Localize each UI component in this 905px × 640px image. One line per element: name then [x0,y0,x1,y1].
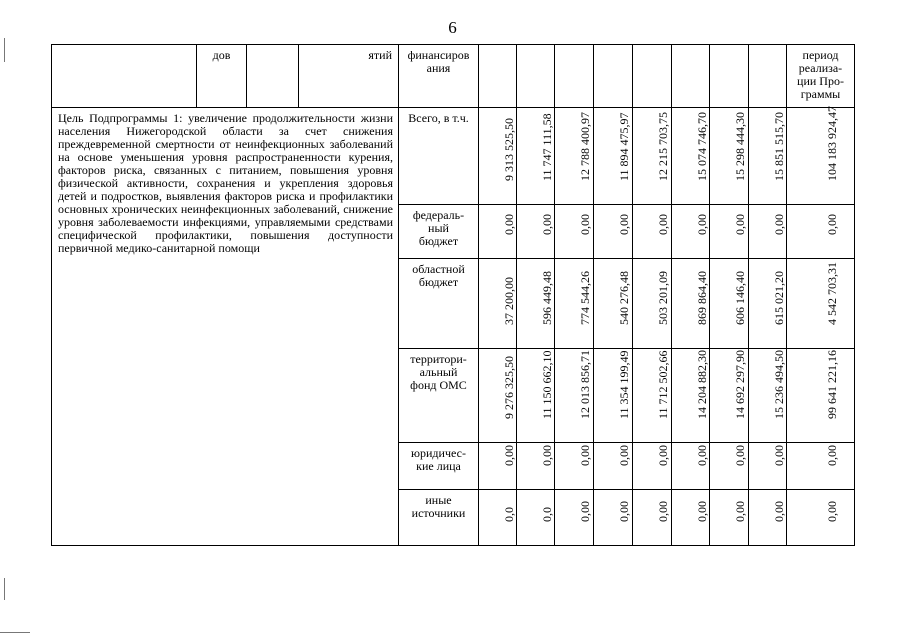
amount-value: 12 215 703,75 [656,112,670,181]
amount-value: 0,00 [733,501,747,522]
amount-value: 0,00 [617,501,631,522]
amount-value: 99 641 221,16 [824,350,839,419]
amount-value: 0,00 [694,214,709,235]
amount-value: 9 313 525,50 [501,118,516,181]
year-value-cell [555,349,594,443]
amount-value: 0,00 [771,214,786,235]
year-value-cell [749,443,787,490]
year-value-cell [710,108,749,205]
amount-value: 0,00 [824,214,839,235]
year-value-cell [517,349,555,443]
header-cell-year-2 [517,45,555,108]
amount-value: 0,00 [578,501,592,522]
header-cell-total: период реализа- ции Про- граммы [787,45,855,108]
amount-value: 104 183 924,47 [824,106,839,181]
amount-value: 0,00 [694,501,709,522]
amount-value: 15 298 444,30 [733,112,747,181]
year-value-cell [749,259,787,349]
amount-value: 615 021,20 [771,271,786,325]
year-value-cell [517,490,555,546]
year-value-cell [749,349,787,443]
year-value-cell [594,259,633,349]
year-value-cell [594,490,633,546]
amount-value: 11 712 502,66 [656,350,670,419]
header-cell-source: финансиров ания [399,45,479,108]
total-value-cell [787,205,855,259]
header-cell-year-5 [633,45,672,108]
year-value-cell [749,205,787,259]
header-cell-year-4 [594,45,633,108]
amount-value: 540 276,48 [617,271,631,325]
bottom-edge-line [0,632,30,633]
amount-value: 0,00 [539,214,554,235]
year-value-cell [710,490,749,546]
amount-value: 0,00 [771,501,786,522]
year-value-cell [517,259,555,349]
amount-value: 0,00 [694,445,709,466]
year-value-cell [594,108,633,205]
year-value-cell [672,108,710,205]
year-value-cell [672,205,710,259]
header-cell-b: дов [197,45,247,108]
header-cell-c [247,45,299,108]
year-value-cell [555,108,594,205]
year-value-cell [555,205,594,259]
amount-value: 14 204 882,30 [694,350,709,419]
amount-value: 0,00 [656,501,670,522]
year-value-cell [633,108,672,205]
year-value-cell [710,205,749,259]
table-row [52,108,855,205]
header-cell-year-1 [479,45,517,108]
subprogram-goal-text: Цель Подпрограммы 1: увеличение продолжительности жизни населения Нижегородской области за счет снижения преждевременной смертности от неинфекционных заболеваний на основе уменьшения уровня распространенности курения, факторов риска, связанных с питанием, повышения уровня физической активности, сохранения и укрепления здоровья детей и подростков, выявления факторов риска и профилактики основных хронических неинфекционных заболеваний, снижение уровня заболеваемости инфекциями, управляемыми средствами специфической профилактики, повышения доступности первичной медико-санитарной помощи [52,108,399,546]
amount-value: 0,00 [733,214,747,235]
total-value-cell [787,259,855,349]
funding-source-label: юридичес- кие лица [399,443,479,490]
left-margin-mark-top [4,38,5,62]
amount-value: 503 201,09 [656,271,670,325]
year-value-cell [517,443,555,490]
year-value-cell [633,259,672,349]
amount-value: 37 200,00 [501,277,516,325]
amount-value: 0,00 [656,445,670,466]
year-value-cell [479,349,517,443]
year-value-cell [672,490,710,546]
year-value-cell [749,108,787,205]
total-value-cell [787,108,855,205]
amount-value: 15 074 746,70 [694,112,709,181]
amount-value: 0,00 [539,445,554,466]
amount-value: 0,00 [733,445,747,466]
year-value-cell [710,349,749,443]
header-cell-a [52,45,197,108]
total-value-cell [787,490,855,546]
year-value-cell [633,490,672,546]
year-value-cell [517,108,555,205]
header-row [52,45,855,108]
financing-table [51,44,855,546]
total-value-cell [787,349,855,443]
amount-value: 606 146,40 [733,271,747,325]
amount-value: 0,0 [539,507,554,522]
amount-value: 11 747 111,58 [539,113,554,181]
total-value-cell [787,443,855,490]
year-value-cell [594,349,633,443]
amount-value: 0,00 [771,445,786,466]
year-value-cell [710,259,749,349]
amount-value: 0,00 [656,214,670,235]
amount-value: 9 276 325,50 [501,356,516,419]
year-value-cell [555,490,594,546]
header-cell-year-7 [710,45,749,108]
amount-value: 0,00 [501,214,516,235]
year-value-cell [749,490,787,546]
year-value-cell [633,443,672,490]
amount-value: 11 150 662,10 [539,350,554,419]
amount-value: 11 894 475,97 [617,112,631,181]
year-value-cell [479,259,517,349]
header-cell-year-8 [749,45,787,108]
amount-value: 0,00 [824,501,839,522]
year-value-cell [633,205,672,259]
year-value-cell [479,443,517,490]
amount-value: 11 354 199,49 [617,350,631,419]
year-value-cell [672,443,710,490]
amount-value: 0,00 [578,214,592,235]
left-margin-mark-bottom [4,578,5,600]
year-value-cell [555,259,594,349]
funding-source-label: областной бюджет [399,259,479,349]
funding-source-label: федераль- ный бюджет [399,205,479,259]
header-cell-year-6 [672,45,710,108]
amount-value: 596 449,48 [539,271,554,325]
year-value-cell [479,490,517,546]
year-value-cell [672,259,710,349]
year-value-cell [594,443,633,490]
amount-value: 0,00 [578,445,592,466]
page-number: 6 [448,18,457,37]
amount-value: 12 788 400,97 [578,112,592,181]
year-value-cell [672,349,710,443]
amount-value: 0,00 [501,445,516,466]
header-cell-d: ятий [299,45,399,108]
funding-source-label: иные источники [399,490,479,546]
amount-value: 869 864,40 [694,271,709,325]
year-value-cell [555,443,594,490]
amount-value: 4 542 703,31 [824,262,839,325]
amount-value: 12 013 856,71 [578,350,592,419]
amount-value: 14 692 297,90 [733,350,747,419]
year-value-cell [710,443,749,490]
header-cell-year-3 [555,45,594,108]
funding-source-label: территори- альный фонд ОМС [399,349,479,443]
amount-value: 774 544,26 [578,271,592,325]
amount-value: 0,00 [617,214,631,235]
amount-value: 15 236 494,50 [771,350,786,419]
amount-value: 0,00 [824,445,839,466]
amount-value: 0,00 [617,445,631,466]
year-value-cell [479,108,517,205]
amount-value: 0,0 [501,507,516,522]
amount-value: 15 851 515,70 [771,112,786,181]
year-value-cell [594,205,633,259]
year-value-cell [517,205,555,259]
year-value-cell [633,349,672,443]
funding-source-label: Всего, в т.ч. [399,108,479,205]
year-value-cell [479,205,517,259]
